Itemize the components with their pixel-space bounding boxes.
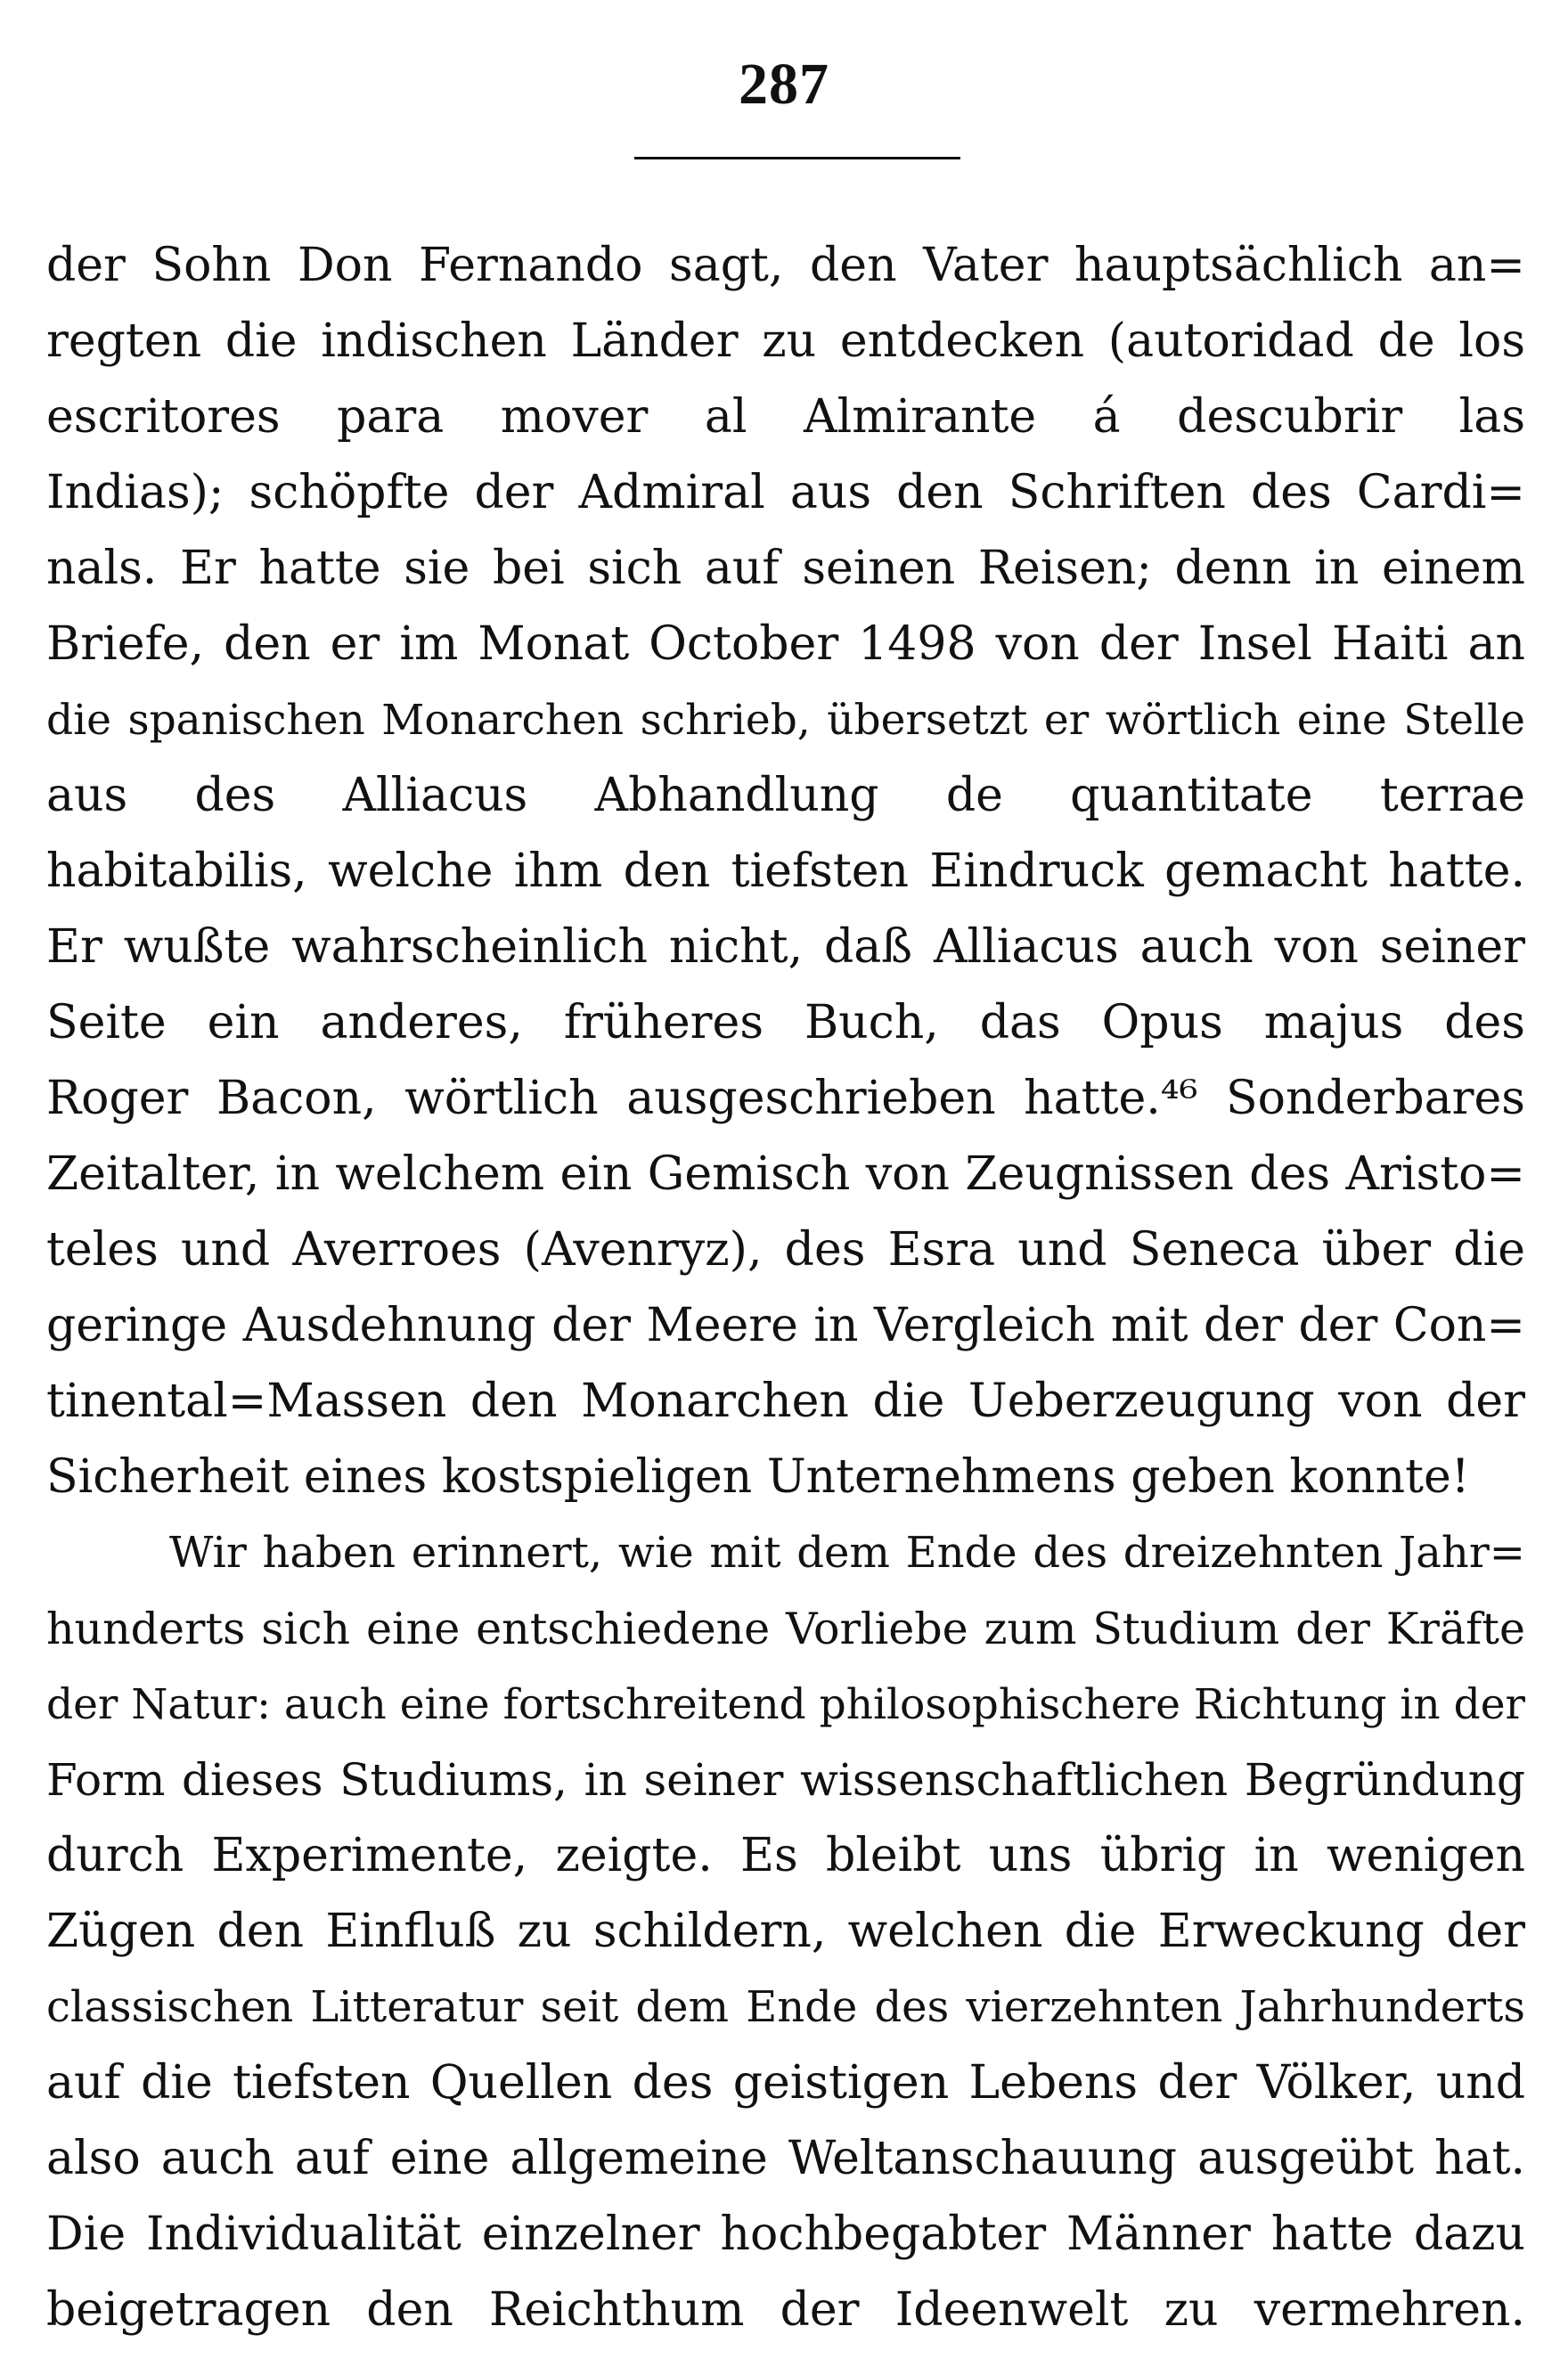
text-line: Briefe, den er im Monat October 1498 von der Insel Haiti an [46, 617, 1525, 671]
text-line: Zügen den Einfluß zu schildern, welchen die Erweckung der [46, 1905, 1525, 1958]
text-line: der Sohn Don Fernando sagt, den Vater hauptsächlich an= [46, 239, 1525, 292]
text-line: der Natur: auch eine fortschreitend philosophischere Richtung in der [46, 1680, 1525, 1729]
text-line: teles und Averroes (Avenryz), des Esra und Seneca über die [46, 1223, 1525, 1277]
text-line: regten die indischen Länder zu entdecken (autoridad de los [46, 314, 1525, 368]
text-line: Form dieses Studiums, in seiner wissenschaftlichen Begründung [46, 1754, 1525, 1806]
paragraph-start-line: Wir haben erinnert, wie mit dem Ende des dreizehnten Jahr= [169, 1528, 1525, 1578]
text-line: Zeitalter, in welchem ein Gemisch von Zeugnissen des Aristo= [46, 1147, 1525, 1201]
text-line: Die Individualität einzelner hochbegabter Männer hatte dazu [46, 2208, 1525, 2261]
text-line: Indias); schöpfte der Admiral aus den Schriften des Cardi= [46, 466, 1525, 519]
text-line: beigetragen den Reichthum der Ideenwelt zu vermehren. [46, 2283, 1525, 2337]
text-line: Roger Bacon, wörtlich ausgeschrieben hatte.⁴⁶ Sonderbares [46, 1072, 1525, 1125]
page-number: 287 [739, 52, 829, 117]
text-line: aus des Alliacus Abhandlung de quantitate terrae [46, 769, 1525, 822]
paragraph-end-line: Sicherheit eines kostspieligen Unternehmens geben konnte! [46, 1450, 1470, 1504]
text-line: classischen Litteratur seit dem Ende des vierzehnten Jahrhunderts [46, 1982, 1525, 2032]
text-line: durch Experimente, zeigte. Es bleibt uns übrig in wenigen [46, 1829, 1525, 1882]
text-line: nals. Er hatte sie bei sich auf seinen Reisen; denn in einem [46, 542, 1525, 595]
text-line: tinental=Massen den Monarchen die Ueberzeugung von der [46, 1375, 1525, 1428]
text-line: escritores para mover al Almirante á descubrir las [46, 390, 1525, 444]
text-line: hunderts sich eine entschiedene Vorliebe zum Studium der Kräfte [46, 1604, 1525, 1654]
text-line: habitabilis, welche ihm den tiefsten Eindruck gemacht hatte. [46, 845, 1525, 898]
text-line: also auch auf eine allgemeine Weltanschauung ausgeübt hat. [46, 2132, 1525, 2185]
text-line: Er wußte wahrscheinlich nicht, daß Alliacus auch von seiner [46, 920, 1525, 974]
text-line: die spanischen Monarchen schrieb, übersetzt er wörtlich eine Stelle [46, 696, 1525, 745]
text-line: Seite ein anderes, früheres Buch, das Opus majus des [46, 996, 1525, 1049]
text-line: auf die tiefsten Quellen des geistigen Lebens der Völker, und [46, 2056, 1525, 2110]
header-rule [634, 157, 960, 159]
text-line: geringe Ausdehnung der Meere in Vergleich mit der der Con= [46, 1299, 1525, 1352]
body-text [46, 228, 1525, 2348]
